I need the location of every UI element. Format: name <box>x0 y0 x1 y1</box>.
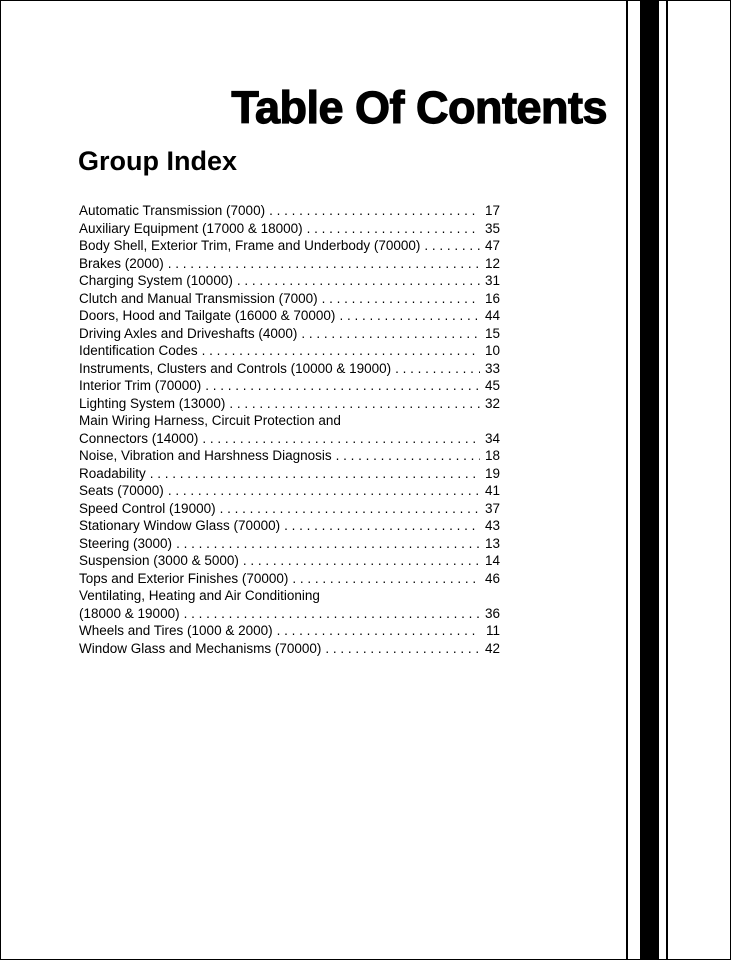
decorative-rule-thick <box>640 0 659 960</box>
toc-entry-label: Lighting System (13000) <box>79 395 226 411</box>
dot-leader <box>395 360 480 378</box>
page-title: Table Of Contents <box>231 82 607 133</box>
toc-entry-label: Clutch and Manual Transmission (7000) <box>79 290 318 306</box>
toc-entry-label: Connectors (14000) <box>79 430 199 446</box>
toc-entry-label: Suspension (3000 & 5000) <box>79 553 239 568</box>
toc-entry-page-number: 10 <box>484 343 500 358</box>
toc-entry-label: Interior Trim (70000) <box>79 378 202 393</box>
toc-entry[interactable] <box>79 447 500 465</box>
dot-leader <box>284 517 480 535</box>
toc-entry-label: Wheels and Tires (1000 & 2000) <box>79 623 273 638</box>
toc-entry-label: Noise, Vibration and Harshness Diagnosis <box>79 448 332 463</box>
toc-entry[interactable] <box>79 255 500 273</box>
dot-leader <box>424 237 480 255</box>
dot-leader <box>322 290 480 308</box>
toc-entry[interactable] <box>79 517 500 535</box>
toc-entry[interactable] <box>79 377 500 395</box>
toc-entry[interactable] <box>79 640 500 658</box>
toc-entry-page-number: 11 <box>485 623 500 638</box>
toc-entry[interactable] <box>79 500 500 518</box>
toc-entry[interactable] <box>79 272 500 290</box>
toc-entry-page-number: 43 <box>484 518 500 533</box>
toc-entry-page-number: 47 <box>484 238 500 253</box>
dot-leader <box>184 605 480 623</box>
toc-entry-page-number: 12 <box>484 255 500 271</box>
toc-entry-label: Body Shell, Exterior Trim, Frame and Underbody (70000) <box>79 238 421 253</box>
toc-entry-label-continued: Ventilating, Heating and Air Conditioning <box>79 588 320 603</box>
toc-entry[interactable] <box>79 395 500 413</box>
toc-entry-page-number: 45 <box>484 378 500 393</box>
toc-entry-label: (18000 & 19000) <box>79 605 180 621</box>
toc-entry[interactable] <box>79 360 500 378</box>
dot-leader <box>336 447 480 465</box>
toc-entry-page-number: 16 <box>484 290 500 306</box>
toc-entry-page-number: 19 <box>484 465 500 481</box>
toc-entry[interactable] <box>79 535 500 553</box>
toc-entry-page-number: 46 <box>484 570 500 586</box>
toc-entry[interactable] <box>79 622 500 640</box>
toc-entry[interactable] <box>79 430 500 448</box>
dot-leader <box>202 430 480 448</box>
toc-entry-label: Driving Axles and Driveshafts (4000) <box>79 325 298 341</box>
toc-entry-label: Instruments, Clusters and Controls (10000 & 19000) <box>79 360 392 376</box>
toc-entry[interactable] <box>79 220 500 238</box>
dot-leader <box>277 622 480 640</box>
dot-leader <box>229 395 480 413</box>
toc-entry-label: Charging System (10000) <box>79 273 233 288</box>
toc-entry-page-number: 33 <box>484 360 500 376</box>
toc-entry-label: Identification Codes <box>79 343 198 358</box>
toc-entry-label: Doors, Hood and Tailgate (16000 & 70000) <box>79 308 336 323</box>
section-title: Group Index <box>78 146 238 176</box>
toc-entry-label: Auxiliary Equipment (17000 & 18000) <box>79 220 303 236</box>
toc-list <box>79 202 500 657</box>
toc-entry-label: Speed Control (19000) <box>79 500 216 516</box>
dot-leader <box>237 272 480 290</box>
toc-entry[interactable] <box>79 342 500 360</box>
toc-entry-page-number: 13 <box>484 535 500 551</box>
toc-entry[interactable] <box>79 465 500 483</box>
dot-leader <box>269 202 480 220</box>
dot-leader <box>168 255 480 273</box>
toc-entry-page-number: 14 <box>484 553 500 568</box>
toc-entry-page-number: 34 <box>484 430 500 446</box>
dot-leader <box>205 377 480 395</box>
toc-entry-page-number: 18 <box>484 448 500 463</box>
toc-entry[interactable] <box>79 290 500 308</box>
toc-entry[interactable] <box>79 325 500 343</box>
toc-entry-page-number: 17 <box>484 203 500 218</box>
toc-entry-label: Brakes (2000) <box>79 255 164 271</box>
toc-entry-label: Roadability <box>79 465 146 481</box>
toc-entry-page-number: 42 <box>484 640 500 656</box>
toc-entry-label: Stationary Window Glass (70000) <box>79 518 281 533</box>
toc-entry[interactable] <box>79 482 500 500</box>
toc-entry-page-number: 31 <box>484 273 500 288</box>
toc-entry[interactable] <box>79 307 500 325</box>
decorative-rule-thin-left <box>626 0 628 960</box>
toc-entry-page-number: 41 <box>484 483 500 498</box>
toc-entry-label: Seats (70000) <box>79 483 164 498</box>
toc-entry[interactable] <box>79 570 500 588</box>
dot-leader <box>307 220 480 238</box>
toc-entry[interactable] <box>79 552 500 570</box>
dot-leader <box>292 570 480 588</box>
toc-entry-label: Automatic Transmission (7000) <box>79 203 266 218</box>
dot-leader <box>325 640 480 658</box>
toc-entry[interactable] <box>79 605 500 623</box>
dot-leader <box>301 325 480 343</box>
dot-leader <box>202 342 480 360</box>
toc-entry[interactable] <box>79 237 500 255</box>
dot-leader <box>220 500 480 518</box>
dot-leader <box>176 535 480 553</box>
toc-entry-label: Window Glass and Mechanisms (70000) <box>79 640 322 656</box>
toc-entry-page-number: 32 <box>484 395 500 411</box>
toc-entry-page-number: 44 <box>484 308 500 323</box>
dot-leader <box>243 552 480 570</box>
dot-leader <box>150 465 480 483</box>
toc-entry-page-number: 35 <box>484 220 500 236</box>
toc-entry-label: Tops and Exterior Finishes (70000) <box>79 570 289 586</box>
toc-entry[interactable] <box>79 202 500 220</box>
decorative-rule-thin-right <box>666 0 668 960</box>
dot-leader <box>168 482 480 500</box>
toc-entry-page-number: 15 <box>484 325 500 341</box>
toc-entry-page-number: 36 <box>484 605 500 621</box>
toc-entry-label: Steering (3000) <box>79 535 173 551</box>
dot-leader <box>339 307 480 325</box>
toc-entry-page-number: 37 <box>484 500 500 516</box>
toc-entry-label-continued: Main Wiring Harness, Circuit Protection and <box>79 413 341 428</box>
